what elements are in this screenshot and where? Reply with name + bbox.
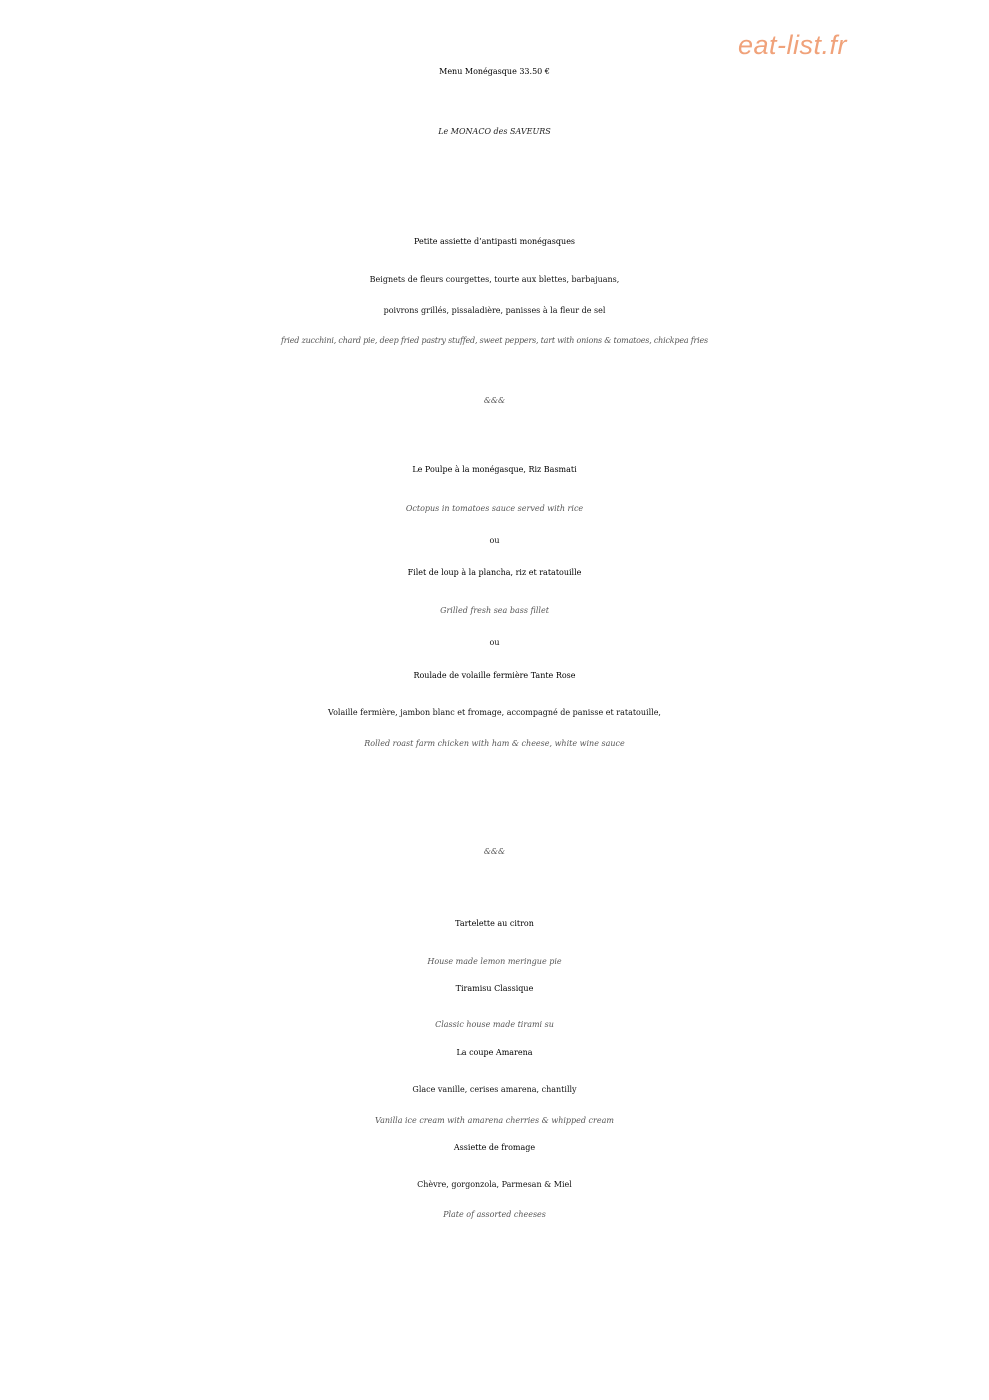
starter-name: Petite assiette d’antipasti monégasques	[413, 237, 576, 246]
main-3-english: Rolled roast farm chicken with ham & cheese, white wine sauce	[364, 739, 625, 748]
course-separator-2: &&&	[483, 847, 506, 856]
course-separator-1: &&&	[483, 396, 506, 405]
main-2-name: Filet de loup à la plancha, riz et ratatouille	[407, 568, 582, 577]
menu-subtitle: Le MONACO des SAVEURS	[438, 127, 551, 136]
dessert-2-english: Classic house made tirami su	[435, 1020, 554, 1029]
dessert-3-name: La coupe Amarena	[456, 1048, 533, 1057]
dessert-4-english: Plate of assorted cheeses	[443, 1210, 546, 1219]
starter-description-line-2: poivrons grillés, pissaladière, panisses à la fleur de sel	[383, 306, 606, 315]
dessert-2-name: Tiramisu Classique	[455, 984, 534, 993]
watermark: eat-list.fr	[738, 30, 848, 60]
main-3-name: Roulade de volaille fermière Tante Rose	[413, 671, 576, 680]
main-1-name: Le Poulpe à la monégasque, Riz Basmati	[412, 465, 577, 474]
or-label-2: ou	[489, 638, 500, 647]
main-2-english: Grilled fresh sea bass fillet	[440, 606, 549, 615]
dessert-3-english: Vanilla ice cream with amarena cherries & whipped cream	[375, 1116, 614, 1125]
main-1-english: Octopus in tomatoes sauce served with rice	[405, 504, 584, 513]
dessert-1-english: House made lemon meringue pie	[427, 957, 562, 966]
dessert-3-description: Glace vanille, cerises amarena, chantilly	[412, 1085, 577, 1094]
main-3-description: Volaille fermière, jambon blanc et fromage, accompagné de panisse et ratatouille,	[328, 708, 661, 717]
dessert-1-name: Tartelette au citron	[455, 919, 534, 928]
dessert-4-name: Assiette de fromage	[453, 1143, 536, 1152]
starter-description-line-1: Beignets de fleurs courgettes, tourte aux blettes, barbajuans,	[369, 275, 620, 284]
menu-title: Menu Monégasque 33.50 €	[439, 67, 550, 76]
dessert-4-description: Chèvre, gorgonzola, Parmesan & Miel	[417, 1180, 572, 1189]
starter-english: fried zucchini, chard pie, deep fried pastry stuffed, sweet peppers, tart with onions & tomatoes, chickpea fries	[281, 336, 708, 345]
or-label-1: ou	[489, 536, 500, 545]
